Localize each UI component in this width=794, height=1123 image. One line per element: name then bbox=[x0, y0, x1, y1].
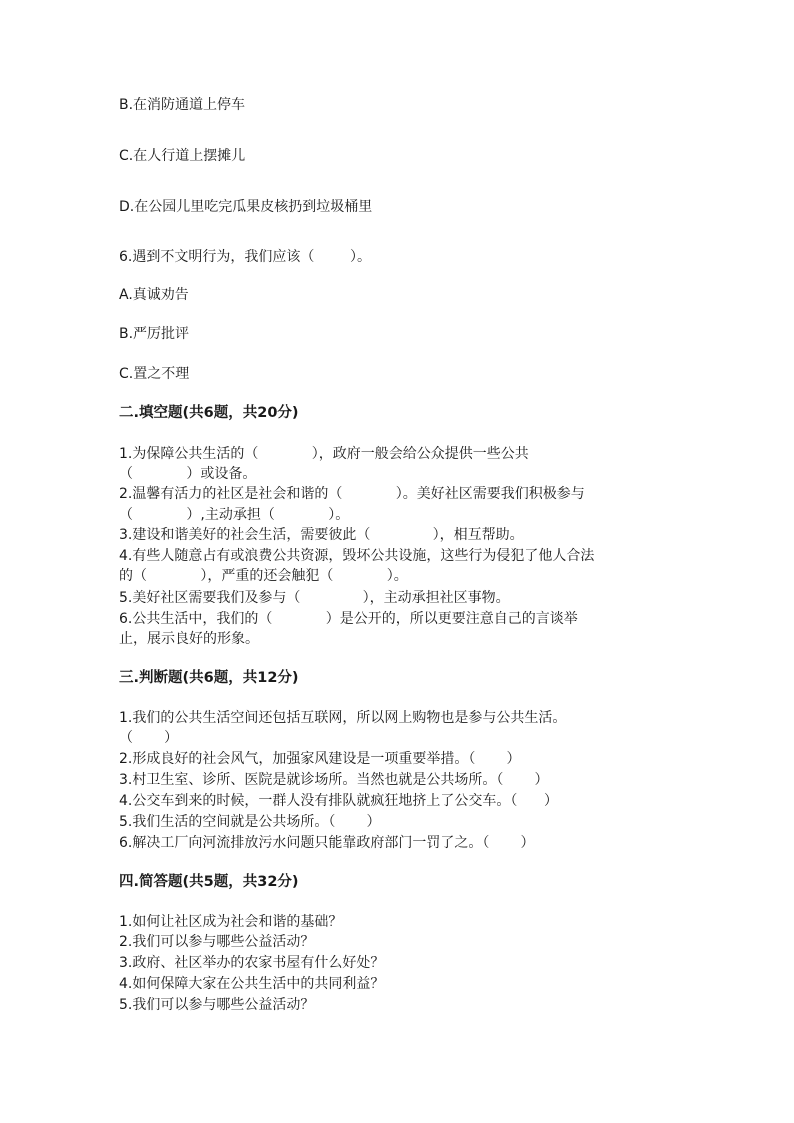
true-false-line: 4.公交车到来的时候，一群人没有排队就疯狂地挤上了公交车。（ ） bbox=[119, 793, 559, 809]
q6-stem: 6.遇到不文明行为，我们应该（ ）。 bbox=[119, 249, 371, 265]
q6-option-a: A.真诚劝告 bbox=[119, 287, 189, 303]
fill-blank-line: 4.有些人随意占有或浪费公共资源，毁坏公共设施，这些行为侵犯了他人合法 bbox=[119, 548, 595, 564]
section-heading-short-answer: 四.简答题(共5题，共32分) bbox=[119, 874, 299, 890]
true-false-line: 3.村卫生室、诊所、医院是就诊场所。当然也就是公共场所。（ ） bbox=[119, 772, 549, 788]
q5-option-d: D.在公园儿里吃完瓜果皮核扔到垃圾桶里 bbox=[119, 199, 373, 215]
fill-blank-line: 2.温馨有活力的社区是社会和谐的（ ）。美好社区需要我们积极参与 bbox=[119, 486, 585, 502]
section-heading-fill-blank: 二.填空题(共6题，共20分) bbox=[119, 405, 299, 421]
fill-blank-line: 3.建设和谐美好的社会生活，需要彼此（ ），相互帮助。 bbox=[119, 527, 524, 543]
q5-option-c: C.在人行道上摆摊儿 bbox=[119, 148, 246, 164]
section-heading-true-false: 三.判断题(共6题，共12分) bbox=[119, 670, 299, 686]
fill-blank-line: （ ）,主动承担（ ）。 bbox=[119, 507, 350, 523]
short-answer-line: 2.我们可以参与哪些公益活动？ bbox=[119, 934, 315, 950]
q6-option-c: C.置之不理 bbox=[119, 366, 190, 382]
fill-blank-line: （ ）或设备。 bbox=[119, 466, 257, 482]
q6-option-b: B.严厉批评 bbox=[119, 326, 190, 342]
short-answer-line: 4.如何保障大家在公共生活中的共同利益？ bbox=[119, 976, 385, 992]
true-false-line: 1.我们的公共生活空间还包括互联网，所以网上购物也是参与公共生活。 bbox=[119, 710, 567, 726]
q5-option-b: B.在消防通道上停车 bbox=[119, 97, 246, 113]
short-answer-line: 3.政府、社区举办的农家书屋有什么好处？ bbox=[119, 955, 385, 971]
true-false-line: 5.我们生活的空间就是公共场所。（ ） bbox=[119, 814, 381, 830]
short-answer-line: 5.我们可以参与哪些公益活动？ bbox=[119, 997, 315, 1013]
fill-blank-line: 止，展示良好的形象。 bbox=[119, 631, 259, 647]
fill-blank-line: 1.为保障公共生活的（ ），政府一般会给公众提供一些公共 bbox=[119, 446, 529, 462]
fill-blank-line: 的（ ），严重的还会触犯（ ）。 bbox=[119, 568, 408, 584]
true-false-line: （ ） bbox=[119, 730, 179, 746]
true-false-line: 2.形成良好的社会风气，加强家风建设是一项重要举措。（ ） bbox=[119, 751, 521, 767]
fill-blank-line: 6.公共生活中，我们的（ ）是公开的，所以更要注意自己的言谈举 bbox=[119, 611, 578, 627]
true-false-line: 6.解决工厂向河流排放污水问题只能靠政府部门一罚了之。（ ） bbox=[119, 835, 535, 851]
short-answer-line: 1.如何让社区成为社会和谐的基础？ bbox=[119, 914, 343, 930]
fill-blank-line: 5.美好社区需要我们及参与（ ），主动承担社区事物。 bbox=[119, 590, 510, 606]
